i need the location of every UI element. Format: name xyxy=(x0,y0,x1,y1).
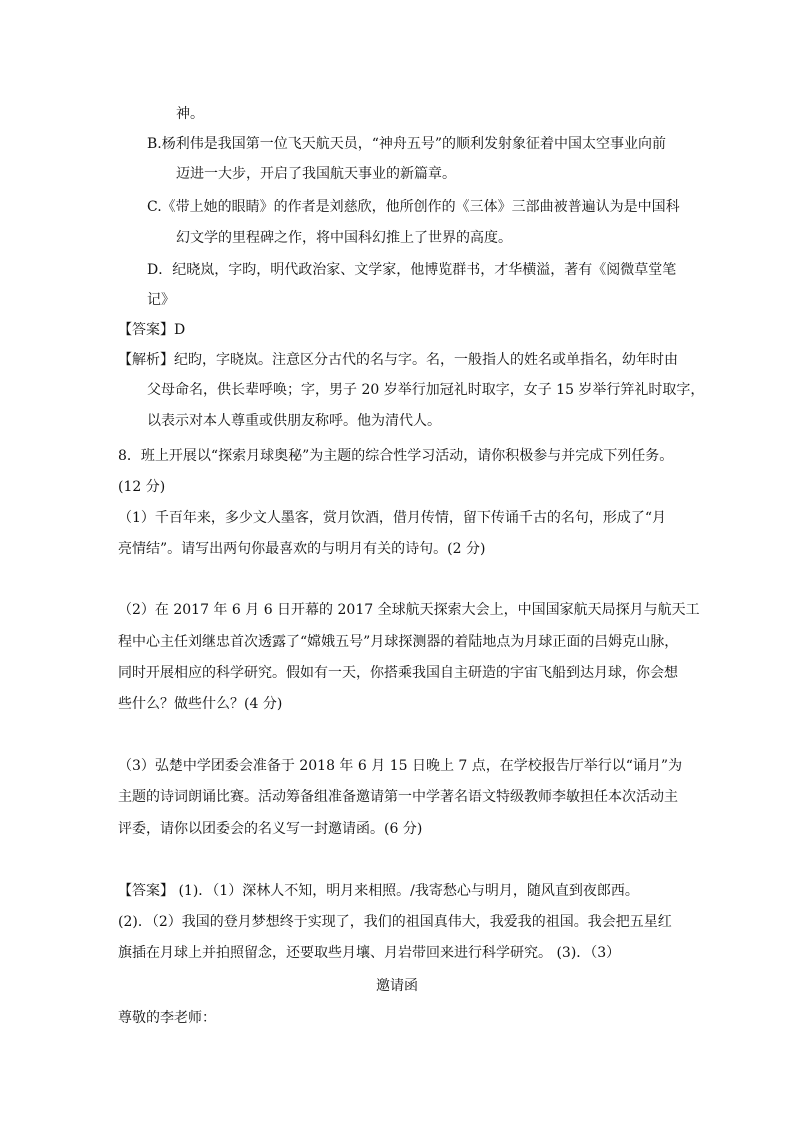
answer-8-line-3: 旗插在月球上并拍照留念，还要取些月壤、月岩带回来进行科学研究。 (3)．（3） xyxy=(118,945,621,961)
question-8-3-line-3: 评委，请你以团委会的名义写一封邀请函。(6 分) xyxy=(118,821,423,837)
question-8-line-1: 8．班上开展以“探索月球奥秘”为主题的综合性学习活动，请你积极参与并完成下列任务。 xyxy=(118,448,674,464)
question-8-2-line-1: （2）在 2017 年 6 月 6 日开幕的 2017 全球航天探索大会上，中国国家航天局探月与航天工 xyxy=(118,602,700,618)
question-8-2-line-2: 程中心主任刘继忠首次透露了“嫦娥五号”月球探测器的着陆地点为月球正面的吕姆克山脉， xyxy=(118,634,679,650)
option-b-line-1: B.杨利伟是我国第一位飞天航天员，“神舟五号”的顺利发射象征着中国太空事业向前 xyxy=(147,136,667,152)
analysis-7-line-1: 【解析】纪昀，字晓岚。注意区分古代的名与字。名，一般指人的姓名或单指名，幼年时由 xyxy=(118,352,678,368)
option-d-line-2: 记》 xyxy=(147,292,175,308)
option-c-line-2: 幻文学的里程碑之作，将中国科幻推上了世界的高度。 xyxy=(176,230,512,246)
question-8-1-line-1: （1）千百年来，多少文人墨客，赏月饮酒，借月传情，留下传诵千古的名句，形成了“月 xyxy=(118,510,667,526)
option-c-line-1: C.《带上她的眼睛》的作者是刘慈欣，他所创作的《三体》三部曲被普遍认为是中国科 xyxy=(147,199,680,215)
question-8-2-line-3: 同时开展相应的科学研究。假如有一天，你搭乘我国自主研造的宇宙飞船到达月球，你会想 xyxy=(118,665,678,681)
question-8-3-line-1: （3）弘楚中学团委会准备于 2018 年 6 月 15 日晚上 7 点，在学校报告厅举行以“诵月”为 xyxy=(118,758,683,774)
option-d-line-1: D．纪晓岚，字昀，明代政治家、文学家，他博览群书，才华横溢，著有《阅微草堂笔 xyxy=(147,262,677,278)
analysis-7-line-2: 父母命名，供长辈呼唤；字，男子 20 岁举行加冠礼时取字，女子 15 岁举行笄礼时取字， xyxy=(147,382,705,398)
answer-8-line-2: (2)．（2）我国的登月梦想终于实现了，我们的祖国真伟大，我爱我的祖国。我会把五星红 xyxy=(118,914,672,930)
invitation-salutation: 尊敬的李老师： xyxy=(118,1010,216,1026)
option-b-line-2: 迈进一大步，开启了我国航天事业的新篇章。 xyxy=(176,166,456,182)
invitation-title: 邀请函 xyxy=(376,978,418,994)
question-8-line-2: (12 分) xyxy=(118,479,166,495)
question-8-2-line-4: 些什么？做些什么？(4 分) xyxy=(118,696,283,712)
question-8-3-line-2: 主题的诗词朗诵比赛。活动筹备组准备邀请第一中学著名语文特级教师李敏担任本次活动主 xyxy=(118,789,678,805)
question-8-1-line-2: 亮情结”。请写出两句你最喜欢的与明月有关的诗句。(2 分) xyxy=(118,541,486,557)
answer-7: 【答案】D xyxy=(118,322,186,338)
option-a-continuation: 神。 xyxy=(176,106,204,122)
analysis-7-line-3: 以表示对本人尊重或供朋友称呼。他为清代人。 xyxy=(147,413,441,429)
answer-8-line-1: 【答案】 (1)．（1）深林人不知，明月来相照。/我寄愁心与明月，随风直到夜郎西。 xyxy=(118,883,639,899)
